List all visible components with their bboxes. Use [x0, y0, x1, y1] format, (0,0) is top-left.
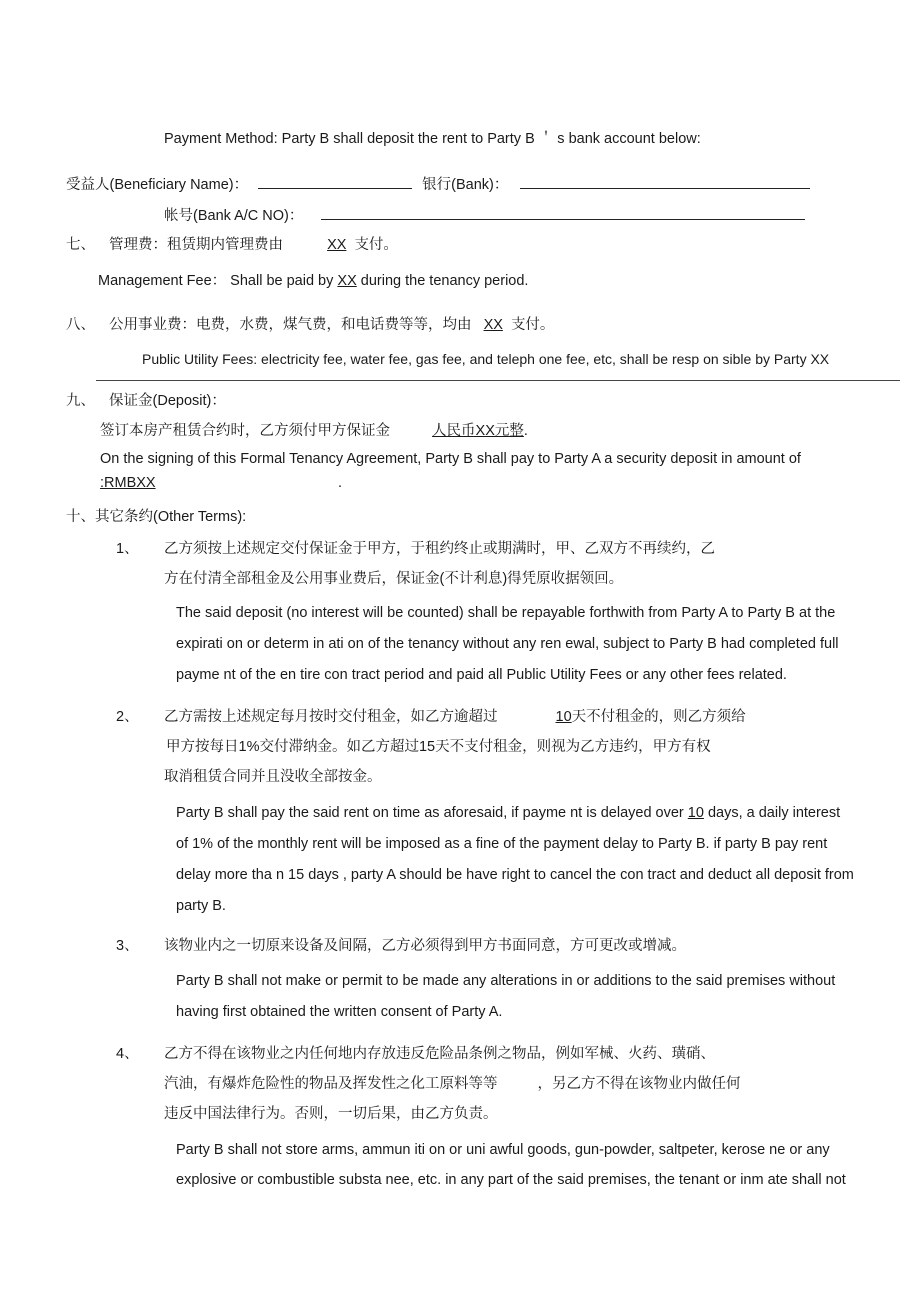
deposit-en-suffix: . [338, 475, 343, 491]
utility-cn-suffix: 支付。 [510, 317, 555, 333]
item4-en-line2: explosive or combustible substa nee, etc. in any part of the said premises, the tenant or inm ate shall not [176, 1172, 846, 1188]
deposit-title: 保证金(Deposit)： [109, 393, 226, 409]
item1-number: 1、 [116, 541, 139, 557]
item2-en-prefix: Party B shall pay the said rent on time as aforesaid, if payme nt is delayed over [176, 805, 684, 821]
item2-number: 2、 [116, 709, 139, 725]
management-cn-party: XX [327, 237, 347, 253]
item2-en-days: 10 [687, 805, 704, 821]
item2-en-line2: of 1% of the monthly rent will be imposed as a fine of the payment delay to Party B. if party B pay rent [176, 836, 828, 852]
item1-en-line3: payme nt of the en tire con tract period and paid all Public Utility Fees or any other fees related. [176, 667, 787, 683]
item3-number: 3、 [116, 938, 139, 954]
account-label: 帐号(Bank A/C NO)： [164, 208, 304, 224]
item2-en-suffix: days, a daily interest [707, 805, 841, 821]
utility-en: Public Utility Fees: electricity fee, water fee, gas fee, and teleph one fee, etc, shall be resp on sible by Party XX [142, 351, 830, 367]
utility-number: 八、 [66, 317, 95, 333]
deposit-number: 九、 [66, 393, 95, 409]
item3-en-line1: Party B shall not make or permit to be made any alterations in or additions to the said premises without [176, 973, 836, 989]
beneficiary-blank [258, 175, 412, 189]
management-cn-suffix: 支付。 [354, 237, 398, 253]
management-en-suffix: during the tenancy period. [360, 273, 529, 289]
bank-label: 银行(Bank)： [422, 177, 509, 193]
item1-cn-line1: 乙方须按上述规定交付保证金于甲方，于租约终止或期满时，甲、乙双方不再续约，乙 [164, 541, 715, 557]
section-divider [96, 380, 900, 381]
item4-cn-line2a: 汽油，有爆炸危险性的物品及挥发性之化工原料等等 [164, 1076, 498, 1092]
deposit-en-amount: :RMBXX [100, 475, 156, 491]
item1-cn-line2: 方在付清全部租金及公用事业费后，保证金(不计利息)得凭原收据领回。 [164, 571, 624, 587]
deposit-en-line2 [100, 474, 342, 492]
management-en-prefix: Management Fee： Shall be paid by [98, 273, 334, 289]
management-en-party: XX [337, 273, 357, 289]
deposit-cn-amount: 人民币XX元整 [432, 423, 524, 439]
deposit-heading [66, 392, 226, 410]
payment-method-text: Payment Method: Party B shall deposit the rent to Party B ＇ s bank account below: [164, 131, 701, 147]
deposit-en-line1: On the signing of this Formal Tenancy Agreement, Party B shall pay to Party A a security deposit in amount of [100, 451, 801, 467]
management-cn [66, 236, 398, 254]
deposit-cn-prefix: 签订本房产租赁合约时，乙方须付甲方保证金 [100, 423, 390, 439]
management-number: 七、 [66, 237, 95, 253]
item2-en-line3: delay more tha n 15 days , party A should be have right to cancel the con tract and deduct all deposit from [176, 867, 854, 883]
item2-en-line1 [176, 804, 840, 822]
item2-cn-line3: 取消租赁合同并且没收全部按金。 [164, 769, 382, 785]
account-blank [321, 206, 805, 220]
management-en [98, 272, 528, 290]
item4-cn-line1: 乙方不得在该物业之内任何地内存放违反危险品条例之物品，例如军械、火药、璜硝、 [164, 1046, 715, 1062]
utility-cn-party: XX [483, 317, 503, 333]
item3-en-line2: having first obtained the written consent of Party A. [176, 1004, 503, 1020]
item4-number: 4、 [116, 1046, 139, 1062]
deposit-cn [100, 422, 528, 440]
beneficiary-row [66, 175, 810, 194]
item1-en-line1: The said deposit (no interest will be counted) shall be repayable forthwith from Party A to Party B at the [176, 605, 836, 621]
account-row [164, 206, 805, 225]
item4-cn-line3: 违反中国法律行为。否则，一切后果，由乙方负责。 [164, 1106, 498, 1122]
item2-cn-line2: 甲方按每日1%交付滞纳金。如乙方超过15天不支付租金，则视为乙方违约，甲方有权 [166, 739, 711, 755]
utility-cn-prefix: 公用事业费：电费，水费，煤气费，和电话费等等，均由 [109, 317, 472, 333]
bank-blank [520, 175, 810, 189]
item2-cn-suffix: 天不付租金的，则乙方须给 [571, 709, 746, 725]
other-terms-heading: 十、其它条约(Other Terms): [66, 509, 247, 525]
item4-cn-line2 [164, 1075, 741, 1093]
item2-en-line4: party B. [176, 898, 226, 914]
item4-en-line1: Party B shall not store arms, ammun iti on or uni awful goods, gun-powder, saltpeter, kerose ne or any [176, 1142, 830, 1158]
item1-en-line2: expirati on or determ in ati on of the tenancy without any ren ewal, subject to Party B had completed full [176, 636, 839, 652]
item4-cn-line2b: ，另乙方不得在该物业内做任何 [537, 1076, 741, 1092]
item2-cn-days: 10 [555, 709, 572, 725]
item2-cn-line1 [164, 708, 746, 726]
item3-cn-line1: 该物业内之一切原来设备及间隔，乙方必须得到甲方书面同意，方可更改或增减。 [164, 938, 686, 954]
deposit-cn-suffix: . [523, 423, 528, 439]
management-cn-prefix: 管理费：租赁期内管理费由 [109, 237, 284, 253]
item2-cn-prefix: 乙方需按上述规定每月按时交付租金，如乙方逾超过 [164, 709, 498, 725]
beneficiary-label: 受益人(Beneficiary Name)： [66, 177, 249, 193]
utility-cn [66, 316, 554, 334]
